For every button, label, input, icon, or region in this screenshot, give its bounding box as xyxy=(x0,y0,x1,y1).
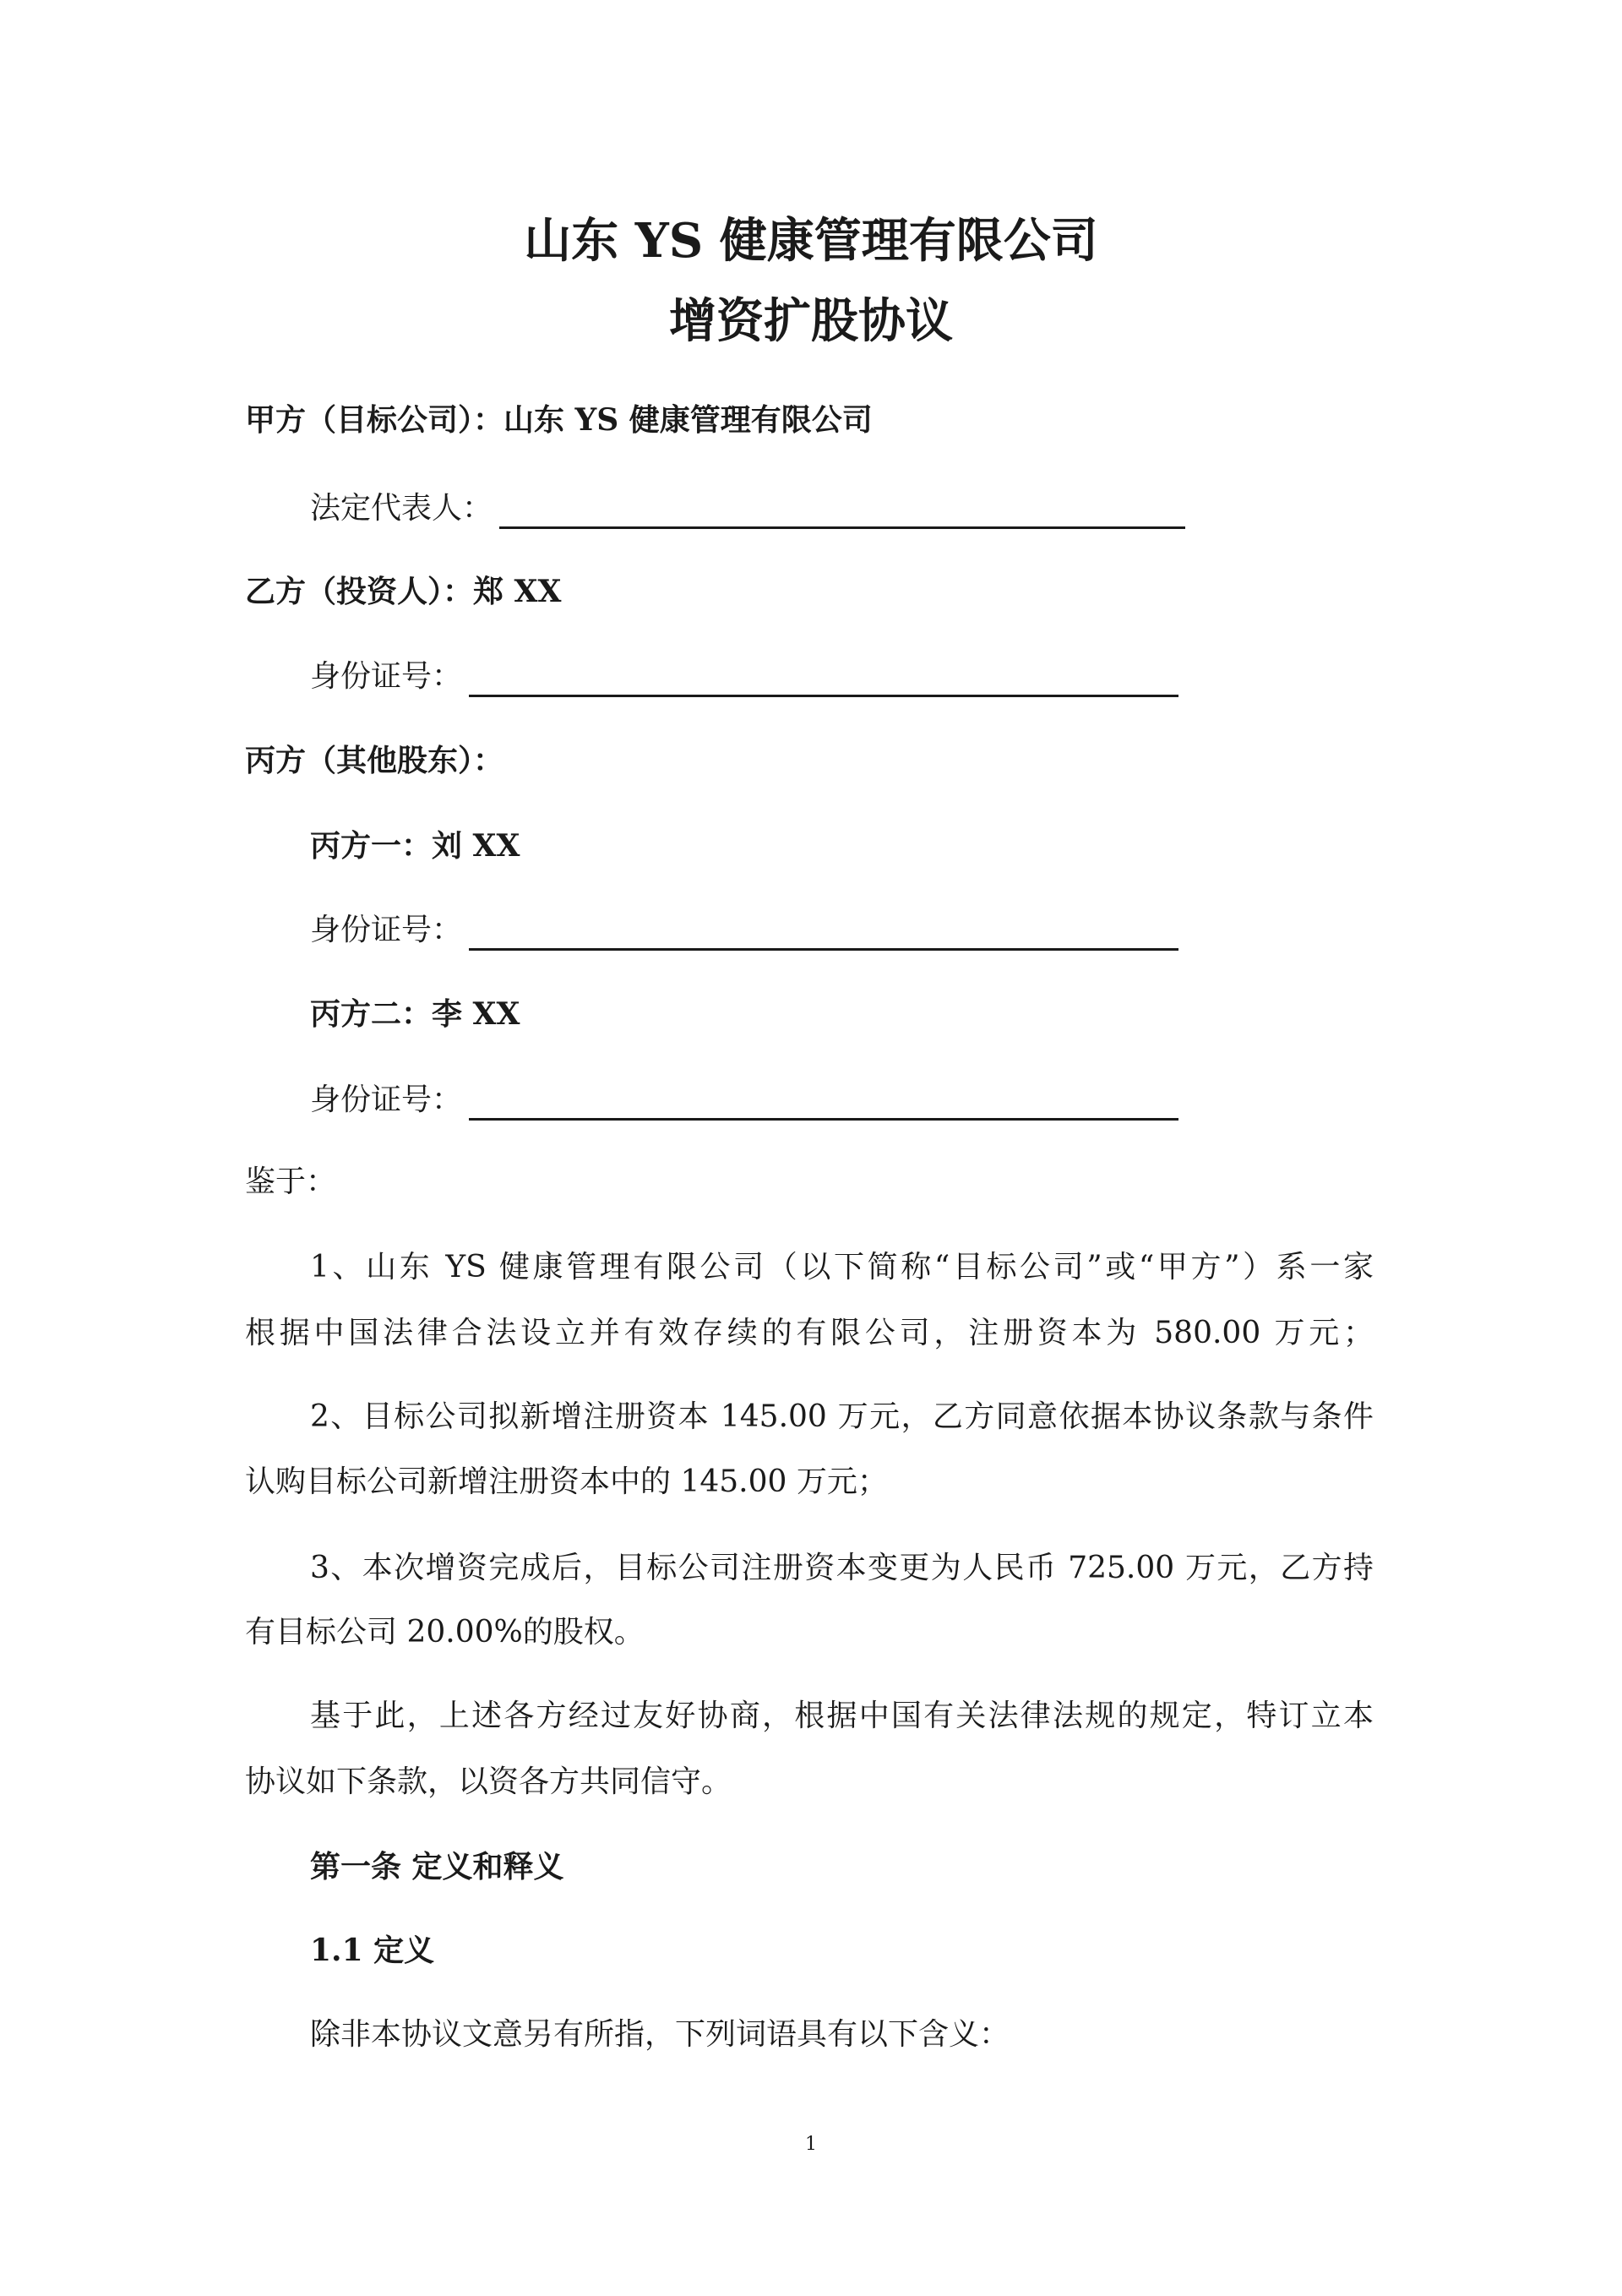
paragraph-line: 协议如下条款，以资各方共同信守。 xyxy=(245,1764,732,1799)
whereas-heading: 鉴于： xyxy=(245,1164,337,1199)
party-c: 丙方（其他股东）： xyxy=(245,743,504,778)
party-c1-label: 丙方一： xyxy=(310,828,433,864)
paragraph-line: 3、本次增资完成后，目标公司注册资本变更为人民币 725.00 万元，乙方持 xyxy=(310,1551,1374,1585)
legal-rep-blank[interactable] xyxy=(499,501,1185,529)
id-blank[interactable] xyxy=(469,1093,1178,1121)
document-subtitle: 增资扩股协议 xyxy=(669,293,953,349)
party-a-label: 甲方（目标公司）： xyxy=(245,402,504,438)
legal-rep-row xyxy=(310,488,1185,529)
party-c1-value: 刘 XX xyxy=(432,828,520,864)
id-label: 身份证号： xyxy=(310,659,463,694)
document-title: 山东 YS 健康管理有限公司 xyxy=(524,213,1098,269)
section-1-1-heading: 1.1 定义 xyxy=(310,1933,435,1968)
party-b-id-row xyxy=(310,657,1178,697)
id-blank[interactable] xyxy=(469,923,1178,951)
party-c2-label: 丙方二： xyxy=(310,996,433,1032)
paragraph-line: 2、目标公司拟新增注册资本 145.00 万元，乙方同意依据本协议条款与条件 xyxy=(310,1399,1374,1434)
party-c2-id-row xyxy=(310,1080,1178,1121)
page-number: 1 xyxy=(805,2134,817,2155)
id-label: 身份证号： xyxy=(310,1083,463,1117)
party-c1-id-row xyxy=(310,910,1178,951)
paragraph-line: 认购目标公司新增注册资本中的 145.00 万元； xyxy=(245,1464,888,1499)
party-c2-value: 李 XX xyxy=(432,996,520,1032)
paragraph-line: 根据中国法律合法设立并有效存续的有限公司，注册资本为 580.00 万元； xyxy=(245,1316,1374,1350)
definition-intro: 除非本协议文意另有所指，下列词语具有以下含义： xyxy=(310,2017,1010,2052)
legal-rep-label: 法定代表人： xyxy=(310,491,493,526)
party-a-value: 山东 YS 健康管理有限公司 xyxy=(503,402,873,438)
paragraph-line: 有目标公司 20.00%的股权。 xyxy=(245,1615,645,1650)
party-b-label: 乙方（投资人）： xyxy=(245,574,474,609)
party-b-value: 郑 XX xyxy=(473,574,562,609)
party-c2 xyxy=(310,994,520,1034)
party-a xyxy=(245,400,873,440)
paragraph-line: 基于此，上述各方经过友好协商，根据中国有关法律法规的规定，特订立本 xyxy=(310,1699,1374,1733)
paragraph-line: 1、山东 YS 健康管理有限公司（以下简称“目标公司”或“甲方”）系一家 xyxy=(310,1250,1374,1284)
id-blank[interactable] xyxy=(469,669,1178,697)
article-1-heading: 第一条 定义和释义 xyxy=(310,1849,564,1884)
id-label: 身份证号： xyxy=(310,913,463,947)
party-c1 xyxy=(310,826,520,866)
party-b xyxy=(245,571,561,612)
